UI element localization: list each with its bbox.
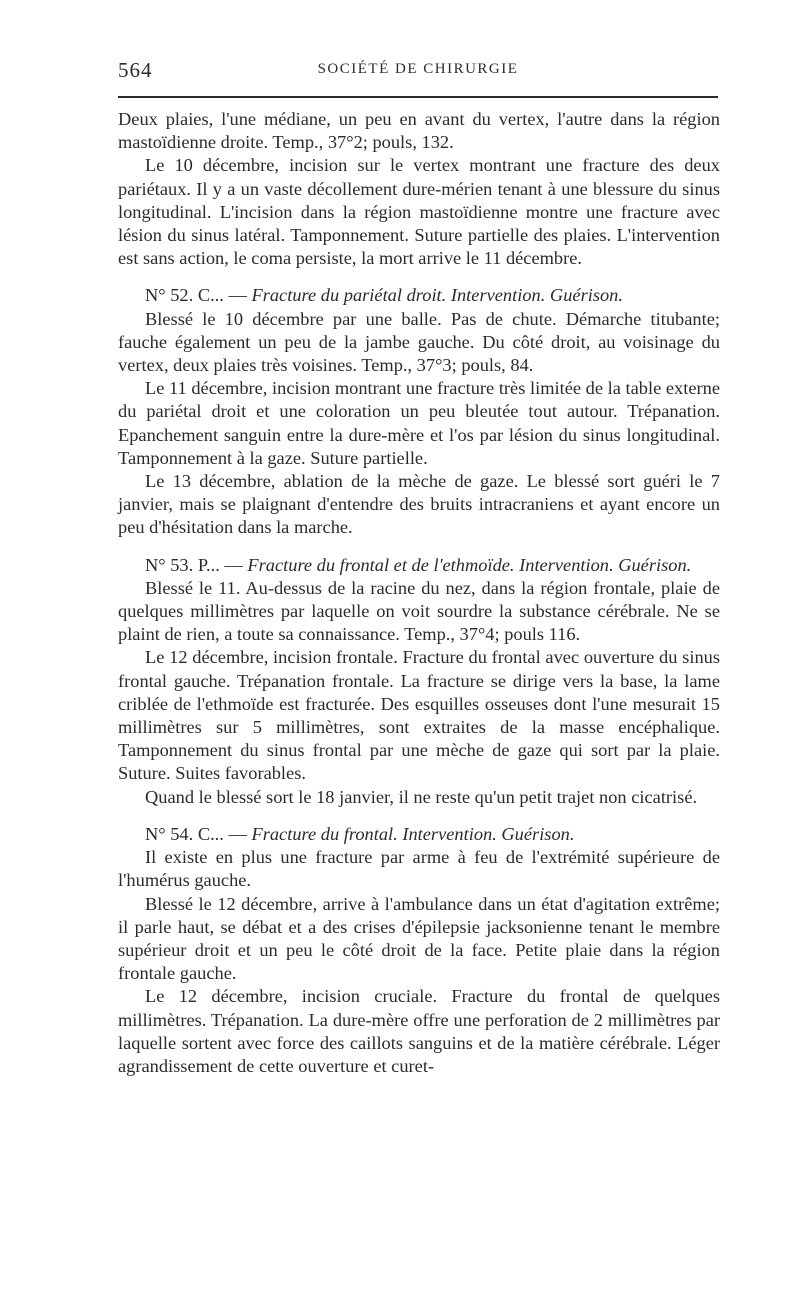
paragraph: Quand le blessé sort le 18 janvier, il ne reste qu'un petit trajet non cicatrisé. — [145, 786, 698, 807]
page-header — [118, 58, 718, 88]
case-title: Fracture du frontal et de l'ethmoïde. Intervention. Guérison. — [247, 554, 692, 575]
case-title: Fracture du pariétal droit. Intervention. Guérison. — [251, 285, 623, 306]
case-heading-52 — [118, 284, 720, 307]
paragraph: Blessé le 12 décembre, arrive à l'ambulance dans un état d'agitation extrême; il parle haut, se débat et a des crises d'épilepsie jacksonienne tenant le membre supérieur droit et un peu le côté droit de la face. Petite plaie dans la région frontale gauche. — [118, 893, 720, 984]
page-number: 564 — [118, 58, 153, 82]
case-heading-54 — [118, 823, 720, 846]
paragraph: Le 10 décembre, incision sur le vertex montrant une fracture des deux pariétaux. Il y a un vaste décollement dure-mérien tenant à une blessure du sinus longitudinal. L'incision dans la région mastoïdienne montre une fracture avec lésion du sinus latéral. Tamponnement. Suture partielle des plaies. L'intervention est sans action, le coma persiste, la mort arrive le 11 décembre. — [118, 155, 720, 269]
case-number: N° 54. C... — — [145, 823, 252, 844]
case-title: Fracture du frontal. Intervention. Guérison. — [251, 823, 575, 844]
paragraph: Le 12 décembre, incision cruciale. Fracture du frontal de quelques millimètres. Trépanation. La dure-mère offre une perforation de 2 millimètres par laquelle sortent avec force des caillots sanguins et de la matière cérébrale. Léger agrandissement de cette ouverture et curet- — [118, 986, 720, 1076]
case-heading-53 — [118, 554, 720, 577]
header-rule — [118, 96, 718, 98]
paragraph: Le 13 décembre, ablation de la mèche de gaze. Le blessé sort guéri le 7 janvier, mais se plaignant d'entendre des bruits intracraniens et ayant encore un peu d'hésitation dans la marche. — [118, 471, 720, 538]
paragraph: Il existe en plus une fracture par arme à feu de l'extrémité supérieure de l'humérus gauche. — [118, 847, 720, 891]
paragraph: Blessé le 11. Au-dessus de la racine du nez, dans la région frontale, plaie de quelques millimètres par laquelle on voit sourdre la substance cérébrale. Ne se plaint de rien, a toute sa connaissance. Temp., 37°4; pouls 116. — [118, 577, 720, 645]
paragraph: Blessé le 10 décembre par une balle. Pas de chute. Démarche titubante; fauche également un peu de la jambe gauche. Du côté droit, au voisinage du vertex, deux plaies très voisines. Temp., 37°3; pouls, 84. — [118, 308, 720, 376]
paragraph: Le 11 décembre, incision montrant une fracture très limitée de la table externe du pariétal droit et une coloration un peu bleutée tout autour. Trépanation. Epanchement sanguin entre la dure-mère et l'os par lésion du sinus longitudinal. Tamponnement à la gaze. Suture partielle. — [118, 378, 720, 468]
paragraph: Deux plaies, l'une médiane, un peu en avant du vertex, l'autre dans la région mastoïdienne droite. Temp., 37°2; pouls, 132. — [118, 109, 720, 153]
running-title: SOCIÉTÉ DE CHIRURGIE — [317, 61, 519, 77]
case-number: N° 53. P... — — [145, 554, 248, 575]
page-body — [118, 108, 720, 1078]
paragraph: Le 12 décembre, incision frontale. Fracture du frontal avec ouverture du sinus frontal gauche. Trépanation frontale. La fracture se dirige vers la base, la lame criblée de l'ethmoïde est fracturée. Des esquilles osseuses dont l'une mesurait 15 millimètres sur 5 millimètres, sont extraites de la masse encéphalique. Tamponnement du sinus frontal par une mèche de gaze qui sort par la plaie. Suture. Suites favorables. — [118, 647, 720, 784]
case-number: N° 52. C... — — [145, 285, 252, 306]
